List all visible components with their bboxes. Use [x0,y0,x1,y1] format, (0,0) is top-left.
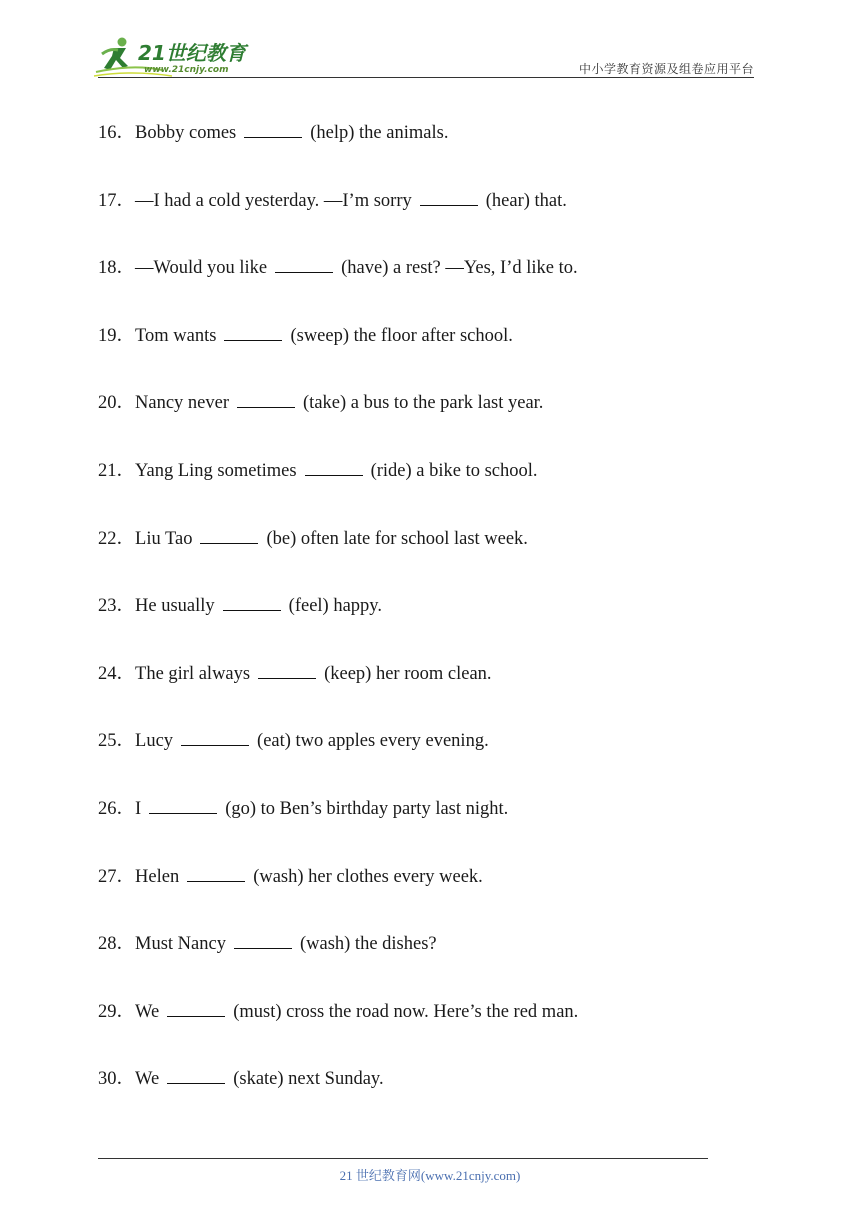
footer-divider [98,1158,708,1159]
header-divider [98,77,754,78]
question-item [98,797,508,820]
question-text-after: (go) to Ben’s birthday party last night. [225,799,509,819]
page-header [0,0,860,90]
question-item [98,729,489,752]
question-item [98,1067,384,1090]
question-text-after: (help) the animals. [310,123,449,143]
question-item [98,594,382,617]
question-text-before: Bobby comes [135,123,237,143]
answer-blank[interactable] [167,1000,225,1017]
question-item [98,256,578,279]
question-item [98,527,528,550]
answer-blank[interactable] [275,256,333,273]
question-text-before: Tom wants [135,325,217,346]
answer-blank[interactable] [258,662,316,679]
question-text-after: (hear) that. [485,190,567,211]
answer-blank[interactable] [420,189,478,206]
question-number: 22． [98,528,136,549]
question-text-before: Nancy never [135,393,230,414]
answer-blank[interactable] [187,865,245,882]
question-item [98,459,538,482]
answer-blank[interactable] [224,324,282,341]
question-item [98,189,567,212]
question-item [98,932,437,955]
answer-blank[interactable] [244,121,302,138]
question-text-after: (take) a bus to the park last year. [303,393,544,414]
question-text-before: —Would you like [135,258,268,279]
footer-link[interactable]: 21 世纪教育网(www.21cnjy.com) [339,1168,521,1183]
question-number: 16． [98,123,136,143]
question-text-before: I [135,799,142,819]
question-text-before: Liu Tao [135,528,193,549]
question-text-after: (feel) happy. [288,596,382,617]
question-number: 26． [98,799,136,819]
question-item [98,1000,578,1023]
question-number: 30． [98,1069,136,1090]
question-number: 24． [98,663,136,684]
question-number: 29． [98,1001,136,1022]
question-text-after: (wash) her clothes every week. [253,866,483,887]
question-number: 23． [98,596,136,617]
answer-blank[interactable] [223,594,281,611]
question-number: 18． [98,258,136,279]
question-number: 20． [98,393,136,414]
question-item [98,324,513,347]
site-logo[interactable] [92,34,262,80]
question-text-before: Yang Ling sometimes [135,461,297,481]
question-number: 19． [98,325,136,346]
question-item [98,391,543,414]
question-number: 25． [98,731,136,752]
question-text-before: We [135,1001,160,1022]
question-item [98,662,492,685]
logo-graphic [92,34,262,80]
answer-blank[interactable] [200,527,258,544]
question-text-after: (sweep) the floor after school. [290,325,513,346]
answer-blank[interactable] [237,391,295,408]
question-text-after: (skate) next Sunday. [233,1069,384,1090]
question-text-before: Helen [135,866,180,887]
question-number: 28． [98,934,136,955]
question-item [98,865,483,888]
answer-blank[interactable] [167,1067,225,1084]
question-text-before: He usually [135,596,215,617]
question-text-before: The girl always [135,663,251,684]
answer-blank[interactable] [305,459,363,476]
question-text-after: (must) cross the road now. Here’s the red man. [233,1001,579,1022]
question-text-after: (be) often late for school last week. [266,528,528,549]
question-number: 27． [98,866,136,887]
question-text-before: We [135,1069,160,1090]
answer-blank[interactable] [234,932,292,949]
question-text-after: (ride) a bike to school. [370,461,538,481]
logo-url: www.21cnjy.com [144,65,229,75]
question-number: 17． [98,190,136,211]
answer-blank[interactable] [149,797,217,814]
question-text-before: Must Nancy [135,934,226,955]
question-item [98,121,448,144]
question-text-after: (wash) the dishes? [299,934,437,955]
question-number: 21． [98,461,136,481]
answer-blank[interactable] [181,729,249,746]
question-text-after: (have) a rest? —Yes, I’d like to. [341,258,578,279]
question-text-after: (keep) her room clean. [324,663,492,684]
question-text-after: (eat) two apples every evening. [257,731,489,752]
logo-title: 21世纪教育 [138,41,246,65]
question-text-before: Lucy [135,731,174,752]
header-tagline: 中小学教育资源及组卷应用平台 [578,62,754,76]
question-text-before: —I had a cold yesterday. —I’m sorry [135,190,412,211]
